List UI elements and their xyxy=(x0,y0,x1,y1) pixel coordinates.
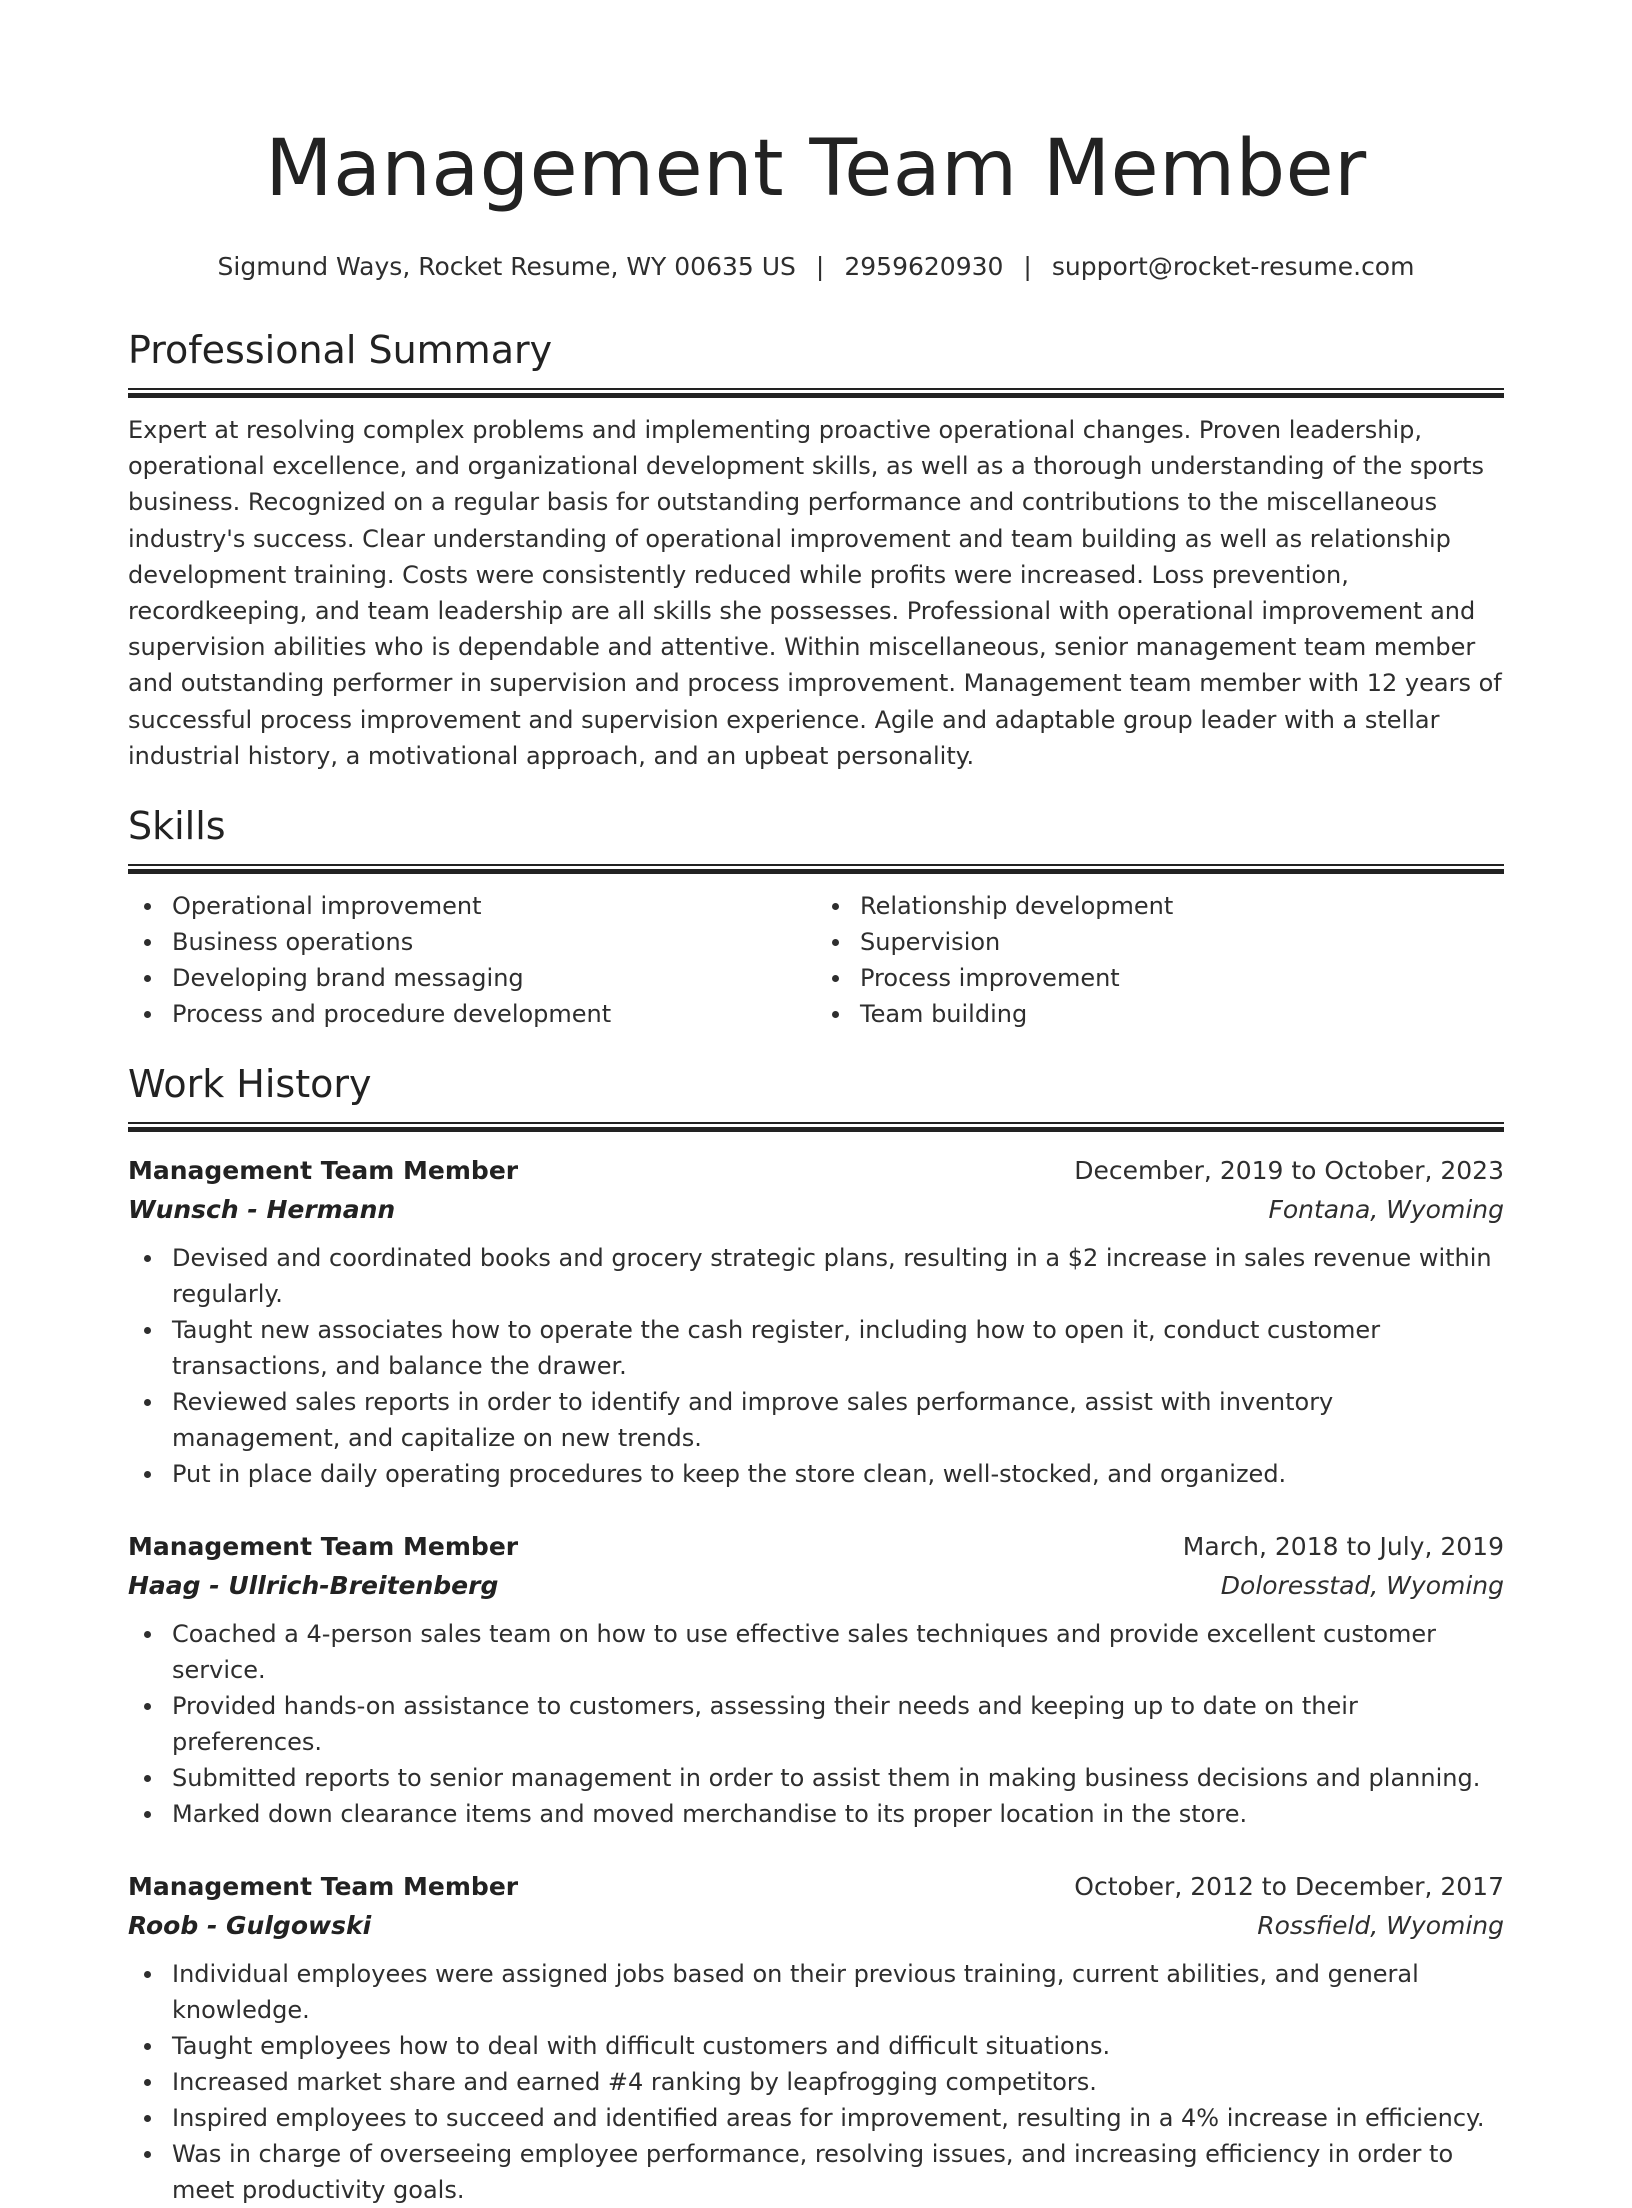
job-bullet: Inspired employees to succeed and identified areas for improvement, resulting in a 4% increase in efficiency. xyxy=(128,2100,1504,2136)
job-bullets xyxy=(128,1956,1504,2208)
section-title-summary: Professional Summary xyxy=(128,328,553,372)
job-employer-row xyxy=(128,1566,1504,1606)
section-title-skills: Skills xyxy=(128,804,226,849)
contact-address: Sigmund Ways, Rocket Resume, WY 00635 US xyxy=(217,252,796,281)
job-title: Management Team Member xyxy=(128,1872,519,1902)
section-divider xyxy=(128,388,1504,398)
contact-separator: | xyxy=(815,252,825,281)
job-bullet: Increased market share and earned #4 ranking by leapfrogging competitors. xyxy=(128,2064,1504,2100)
skill-item: Developing brand messaging xyxy=(128,960,816,996)
skill-item: Process and procedure development xyxy=(128,996,816,1032)
job-bullet: Taught employees how to deal with difficult customers and difficult situations. xyxy=(128,2028,1504,2064)
skill-item: Team building xyxy=(816,996,1504,1032)
job-entry xyxy=(128,1868,1504,2208)
job-bullet: Reviewed sales reports in order to identify and improve sales performance, assist with inventory management, and capitalize on new trends. xyxy=(128,1384,1504,1456)
job-bullet: Coached a 4-person sales team on how to use effective sales techniques and provide excellent customer service. xyxy=(128,1616,1504,1688)
skill-item: Process improvement xyxy=(816,960,1504,996)
job-bullet: Devised and coordinated books and grocery strategic plans, resulting in a $2 increase in sales revenue within regularly. xyxy=(128,1240,1504,1312)
job-company: Wunsch - Hermann xyxy=(128,1195,396,1225)
job-location: Fontana, Wyoming xyxy=(1268,1195,1504,1225)
job-bullet: Submitted reports to senior management in order to assist them in making business decisions and planning. xyxy=(128,1760,1504,1796)
section-divider xyxy=(128,1122,1504,1132)
job-entry xyxy=(128,1152,1504,1492)
contact-separator: | xyxy=(1023,252,1032,281)
skills-section xyxy=(128,802,1504,1032)
job-bullet: Provided hands-on assistance to customers, assessing their needs and keeping up to date on their preferences. xyxy=(128,1688,1504,1760)
job-header-row xyxy=(128,1152,1504,1190)
skill-item: Business operations xyxy=(128,924,816,960)
work-history-section xyxy=(128,1060,1504,2208)
skills-column-right xyxy=(816,888,1504,1032)
contact-line xyxy=(128,250,1504,284)
job-bullet: Was in charge of overseeing employee performance, resolving issues, and increasing efficiency in order to meet productivity goals. xyxy=(128,2136,1504,2208)
job-bullet: Taught new associates how to operate the cash register, including how to open it, conduct customer transactions, and balance the drawer. xyxy=(128,1312,1504,1384)
job-bullet: Marked down clearance items and moved merchandise to its proper location in the store. xyxy=(128,1796,1504,1832)
professional-summary-section xyxy=(128,326,1504,774)
job-company: Haag - Ullrich-Breitenberg xyxy=(128,1571,499,1601)
section-divider xyxy=(128,864,1504,874)
contact-phone: 2959620930 xyxy=(844,252,1004,281)
section-title-work: Work History xyxy=(128,1062,372,1107)
job-header-row xyxy=(128,1868,1504,1906)
job-header-row xyxy=(128,1528,1504,1566)
skill-item: Relationship development xyxy=(816,888,1504,924)
skills-grid xyxy=(128,888,1504,1032)
job-employer-row xyxy=(128,1906,1504,1946)
job-bullets xyxy=(128,1616,1504,1832)
job-location: Doloresstad, Wyoming xyxy=(1220,1571,1504,1601)
resume-name: Management Team Member xyxy=(265,124,1367,214)
job-location: Rossfield, Wyoming xyxy=(1257,1911,1504,1941)
job-title: Management Team Member xyxy=(128,1532,519,1562)
job-entry xyxy=(128,1528,1504,1832)
job-bullet: Put in place daily operating procedures to keep the store clean, well-stocked, and organized. xyxy=(128,1456,1504,1492)
job-dates: October, 2012 to December, 2017 xyxy=(1074,1872,1504,1902)
job-bullets xyxy=(128,1240,1504,1492)
job-title: Management Team Member xyxy=(128,1156,519,1186)
job-bullet: Individual employees were assigned jobs based on their previous training, current abilities, and general knowledge. xyxy=(128,1956,1504,2028)
skill-item: Operational improvement xyxy=(128,888,816,924)
skill-item: Supervision xyxy=(816,924,1504,960)
job-dates: December, 2019 to October, 2023 xyxy=(1074,1156,1504,1186)
job-company: Roob - Gulgowski xyxy=(128,1911,372,1941)
contact-email: support@rocket-resume.com xyxy=(1051,252,1415,281)
skills-column-left xyxy=(128,888,816,1032)
job-employer-row xyxy=(128,1190,1504,1230)
summary-text: Expert at resolving complex problems and implementing proactive operational changes. Proven leadership, operational excellence, and organizational development skills, as well as a thorough understanding of the sports business. Recognized on a regular basis for outstanding performance and contributions to the miscellaneous industry's success. Clear understanding of operational improvement and team building as well as relationship development training. Costs were consistently reduced while profits were increased. Loss prevention, recordkeeping, and team leadership are all skills she possesses. Professional with operational improvement and supervision abilities who is dependable and attentive. Within miscellaneous, senior management team member and outstanding performer in supervision and process improvement. Management team member with 12 years of successful process improvement and supervision experience. Agile and adaptable group leader with a stellar industrial history, a motivational approach, and an upbeat personality. xyxy=(128,416,1502,770)
job-dates: March, 2018 to July, 2019 xyxy=(1182,1532,1504,1562)
